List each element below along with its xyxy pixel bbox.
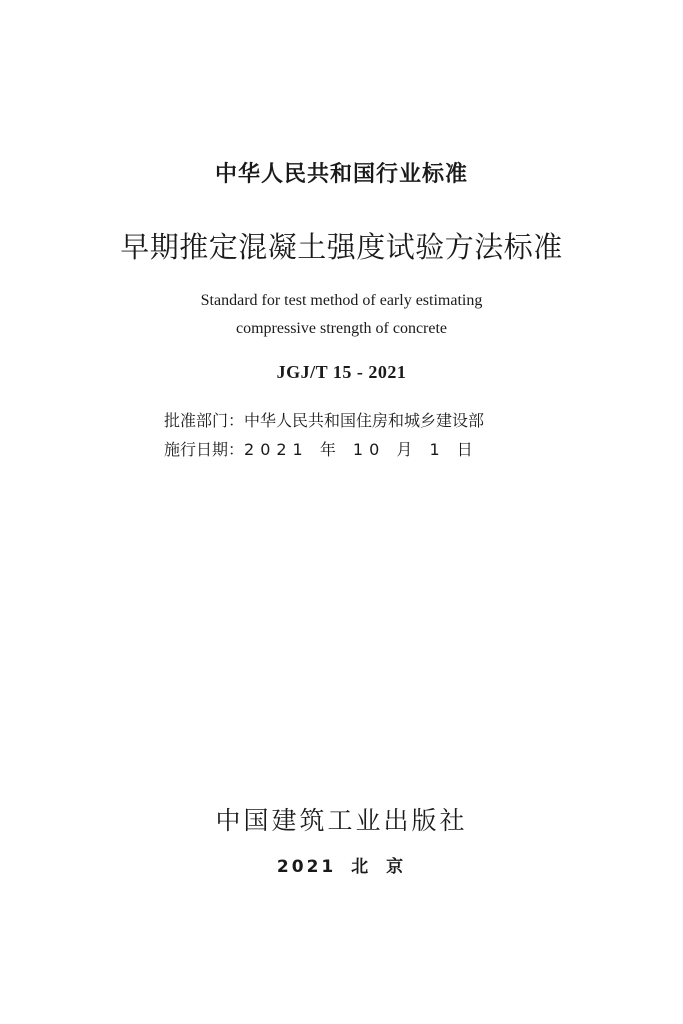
effective-date-value: 2021 年 10 月 1 日 — [244, 440, 479, 459]
approval-value: 中华人民共和国住房和城乡建设部 — [244, 411, 485, 430]
effective-date-row — [164, 435, 484, 464]
standard-title-english — [0, 287, 683, 343]
english-title-line-1: Standard for test method of early estimating — [200, 292, 483, 309]
standard-title-chinese: 早期推定混凝土强度试验方法标准 — [120, 230, 563, 264]
approval-department-row — [164, 406, 484, 435]
standard-code: JGJ/T 15 - 2021 — [276, 362, 407, 382]
approval-label: 批准部门： — [164, 411, 245, 430]
approval-info — [164, 406, 484, 464]
english-title-line-2: compressive strength of concrete — [235, 320, 448, 337]
publication-year-place: 2021 北 京 — [276, 857, 407, 877]
industry-standard-heading: 中华人民共和国行业标准 — [214, 162, 468, 187]
effective-date-label: 施行日期： — [164, 440, 245, 459]
publisher-name: 中国建筑工业出版社 — [215, 806, 468, 835]
